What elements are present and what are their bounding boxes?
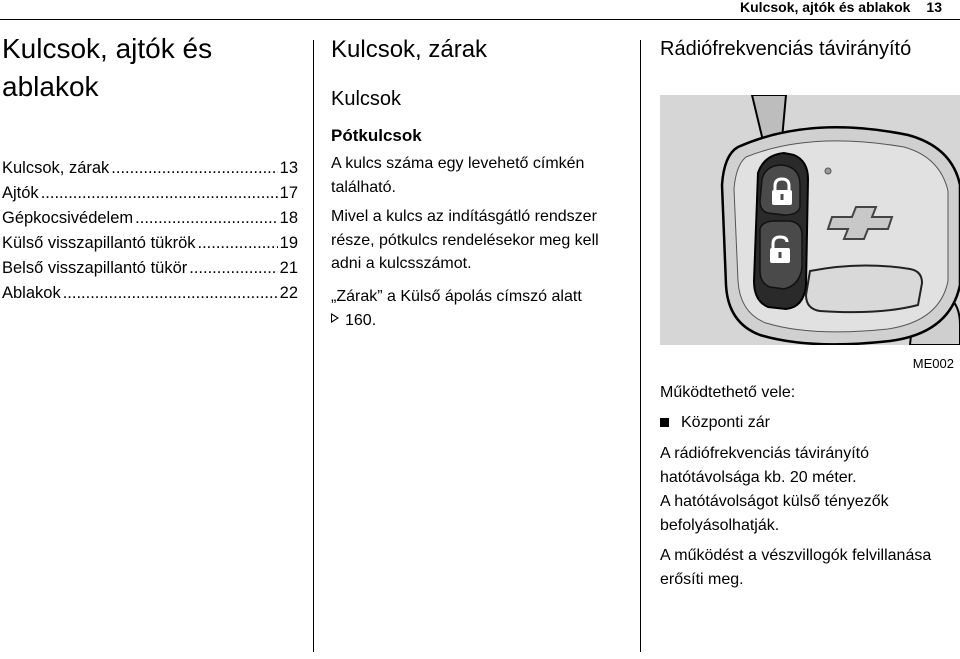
toc-label: Belső visszapillantó tükör [2, 259, 188, 277]
range-paragraph: A rádiófrekvenciás távirányító hatótávolsága kb. 20 méter. [660, 445, 869, 486]
column-divider-right [640, 40, 641, 652]
running-header-title: Kulcsok, ajtók és ablakok [740, 0, 911, 15]
toc-item[interactable] [2, 181, 298, 206]
page-number: 13 [926, 0, 942, 15]
chapter-title: Kulcsok, ajtók és ablakok [2, 33, 213, 102]
toc-page: 18 [279, 209, 298, 227]
toc-item[interactable] [2, 231, 298, 256]
toc-label: Gépkocsivédelem [2, 209, 134, 227]
bullet-item [660, 411, 770, 435]
toc-item[interactable] [2, 256, 298, 281]
remote-control-title: Rádiófrekvenciás távirányító [660, 38, 912, 60]
table-of-contents [2, 156, 298, 306]
toc-leader [135, 206, 277, 231]
remote-key-fob-illustration [660, 95, 960, 345]
toc-label: Kulcsok, zárak [2, 159, 110, 177]
paragraph-key-number: Mivel a kulcs az indításgátló rendszer része, pótkulcs rendelésekor meg kell adni a kulcsszámot. [331, 208, 599, 272]
xref-page: 160. [345, 311, 377, 329]
toc-page: 21 [279, 259, 298, 277]
xref-link[interactable] [331, 309, 631, 333]
toc-item[interactable] [2, 281, 298, 306]
paragraph-key-label: A kulcs száma egy levehető címkén található. [331, 155, 585, 196]
section-title: Kulcsok, zárak [331, 36, 488, 63]
toc-item[interactable] [2, 206, 298, 231]
xref-text: „Zárak” a Külső ápolás címszó alatt [331, 288, 582, 305]
operable-label: Működtethető vele: [660, 384, 796, 401]
block-heading: Pótkulcsok [331, 126, 422, 145]
figure-id: ME002 [912, 356, 954, 371]
toc-leader [189, 256, 277, 281]
square-bullet-icon [660, 418, 669, 427]
toc-label: Külső visszapillantó tükrök [2, 234, 196, 252]
toc-leader [41, 181, 278, 206]
header-rule [0, 19, 960, 20]
toc-page: 17 [279, 184, 298, 202]
toc-leader [111, 156, 277, 181]
paragraph-cross-reference [331, 285, 631, 332]
xref-triangle-icon [331, 313, 339, 323]
hazard-light-paragraph: A működést a vészvillogók felvillanása erősíti meg. [660, 547, 932, 588]
toc-leader [198, 231, 278, 256]
toc-item[interactable] [2, 156, 298, 181]
range-note-paragraph: A hatótávolságot külső tényezők befolyásolhatják. [660, 493, 889, 534]
toc-leader [63, 281, 278, 306]
toc-page: 13 [279, 159, 298, 177]
toc-label: Ajtók [2, 184, 39, 202]
toc-page: 19 [279, 234, 298, 252]
toc-label: Ablakok [2, 284, 61, 302]
running-header [740, 0, 942, 18]
toc-page: 22 [279, 284, 298, 302]
bullet-text: Központi zár [681, 414, 770, 431]
column-divider-left [313, 40, 314, 652]
subsection-title: Kulcsok [331, 88, 402, 110]
